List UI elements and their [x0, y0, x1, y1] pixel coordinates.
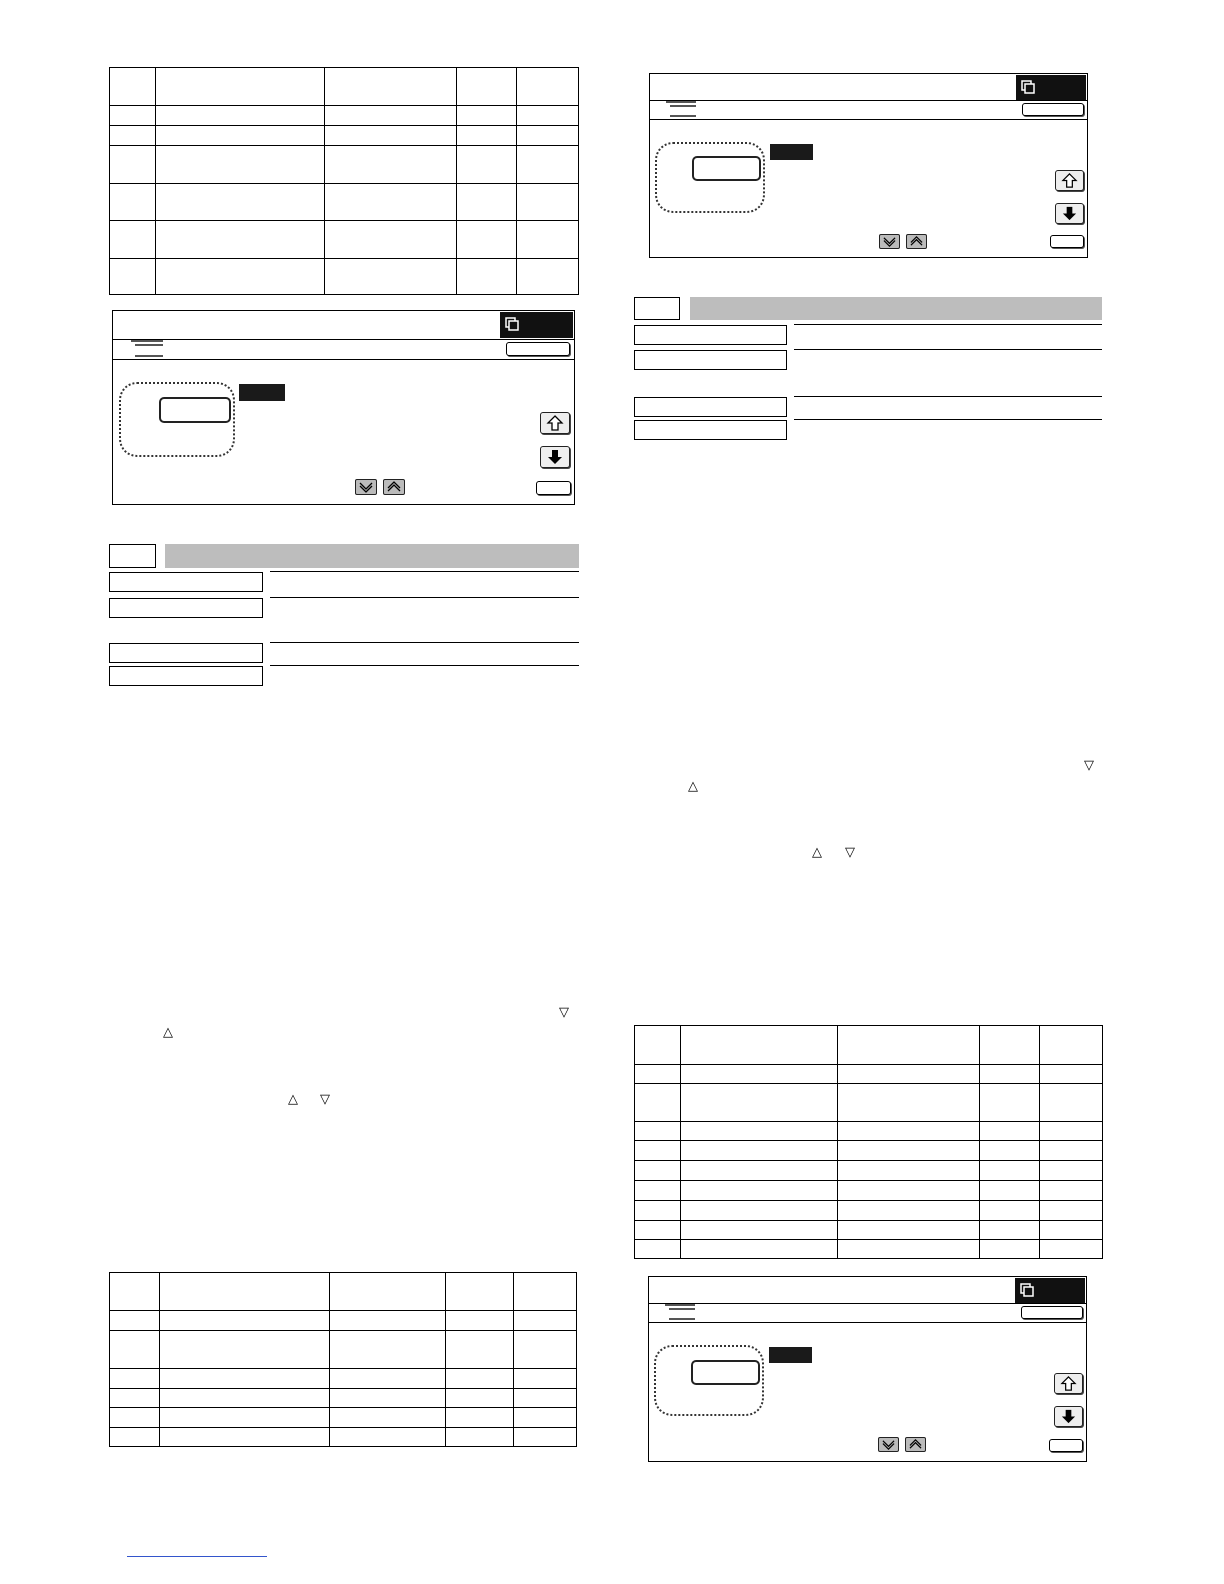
- ok-button[interactable]: [1049, 1439, 1083, 1452]
- item-box: [634, 420, 787, 440]
- up-button[interactable]: [540, 412, 570, 434]
- top-right-button[interactable]: [506, 342, 570, 356]
- down-arrow-icon: [1061, 205, 1078, 222]
- item-label: [769, 1347, 812, 1363]
- scroll-down-button[interactable]: [879, 234, 900, 249]
- triangle-up-icon: △: [288, 1092, 298, 1107]
- item-box: [109, 666, 263, 686]
- item-box: [109, 643, 263, 663]
- down-button[interactable]: [1054, 1406, 1083, 1427]
- section-title-bar: [690, 297, 1102, 320]
- section-title-bar: [165, 544, 579, 568]
- top-right-button[interactable]: [1021, 1306, 1083, 1319]
- table-bottom-left: [109, 1272, 577, 1447]
- up-arrow-icon: [1060, 1375, 1077, 1392]
- item-label: [239, 384, 285, 401]
- section-number-box: [634, 297, 680, 320]
- scroll-down-icon: [882, 235, 897, 248]
- copy-mode-icon: [1021, 80, 1035, 94]
- lcd-panel-left: [112, 310, 575, 505]
- item-box: [634, 397, 787, 417]
- copy-mode-icon: [1020, 1283, 1034, 1297]
- scroll-down-button[interactable]: [355, 479, 377, 495]
- scroll-up-button[interactable]: [383, 479, 405, 495]
- item-box: [109, 572, 263, 592]
- down-button[interactable]: [1055, 203, 1084, 224]
- table-bottom-right: [634, 1025, 1103, 1259]
- triangle-up-icon: △: [688, 779, 698, 794]
- up-arrow-icon: [1061, 172, 1078, 189]
- scroll-down-icon: [358, 480, 374, 494]
- triangle-down-icon: ▽: [559, 1005, 569, 1020]
- scroll-down-icon: [881, 1438, 896, 1451]
- triangle-down-icon: ▽: [320, 1092, 330, 1107]
- scroll-up-icon: [908, 1438, 923, 1451]
- down-button[interactable]: [540, 446, 570, 468]
- ok-button[interactable]: [1050, 235, 1084, 248]
- item-box: [634, 325, 787, 345]
- item-box: [634, 350, 787, 370]
- table-top-left: [109, 67, 579, 295]
- lcd-panel-right-bottom: [648, 1276, 1087, 1462]
- up-arrow-icon: [546, 414, 564, 432]
- value-display: [691, 1360, 760, 1385]
- ok-button[interactable]: [536, 481, 571, 495]
- triangle-up-icon: △: [812, 845, 822, 860]
- up-button[interactable]: [1054, 1373, 1083, 1394]
- tray-icon: [131, 340, 163, 348]
- footer-link[interactable]: [127, 1556, 267, 1557]
- item-box: [109, 598, 263, 618]
- copy-mode-tab[interactable]: [1015, 1278, 1085, 1303]
- value-display: [692, 156, 761, 181]
- copy-mode-icon: [505, 317, 519, 331]
- copy-mode-tab[interactable]: [500, 312, 573, 338]
- tray-icon: [666, 101, 696, 109]
- scroll-up-button[interactable]: [906, 234, 927, 249]
- down-arrow-icon: [1060, 1408, 1077, 1425]
- up-button[interactable]: [1055, 170, 1084, 191]
- item-label: [770, 144, 813, 160]
- scroll-up-icon: [909, 235, 924, 248]
- copy-mode-tab[interactable]: [1016, 75, 1086, 100]
- triangle-down-icon: ▽: [845, 845, 855, 860]
- value-display: [159, 397, 231, 423]
- triangle-up-icon: △: [163, 1025, 173, 1040]
- tray-icon: [665, 1304, 695, 1312]
- top-right-button[interactable]: [1022, 103, 1084, 116]
- scroll-down-button[interactable]: [878, 1437, 899, 1452]
- section-number-box: [109, 544, 156, 568]
- scroll-up-icon: [386, 480, 402, 494]
- triangle-down-icon: ▽: [1084, 758, 1094, 773]
- down-arrow-icon: [546, 448, 564, 466]
- lcd-panel-right-top: [649, 73, 1088, 258]
- scroll-up-button[interactable]: [905, 1437, 926, 1452]
